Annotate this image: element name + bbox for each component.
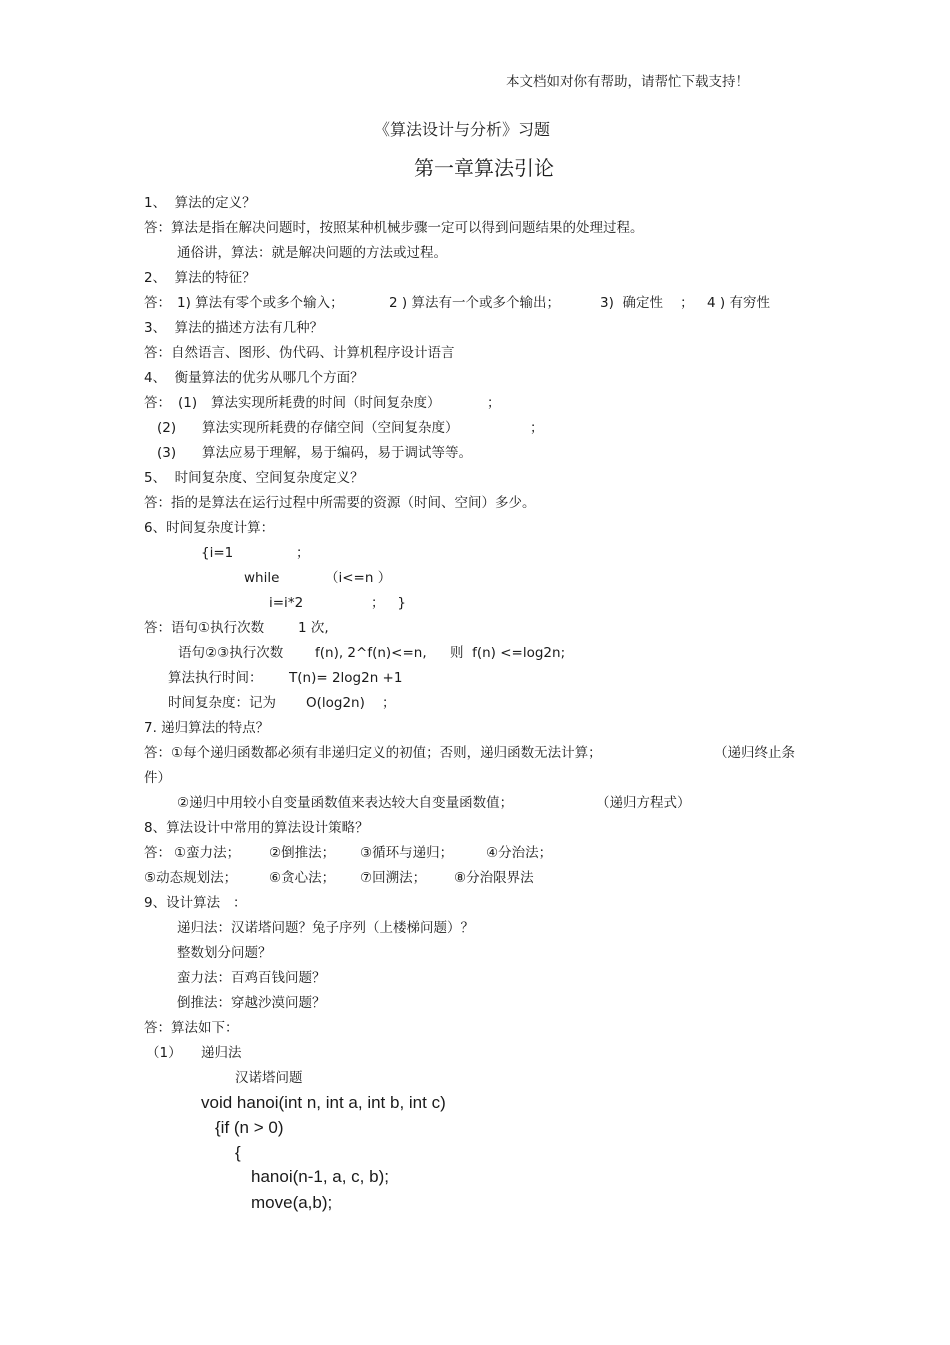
code-hanoi-3: { xyxy=(235,1143,241,1162)
feature-item: 4 ) 有穷性 xyxy=(707,295,770,311)
answer-text: 语句②③执行次数 xyxy=(178,645,284,661)
book-title: 《算法设计与分析》习题 xyxy=(374,120,551,139)
question-9: 9、设计算法 ： xyxy=(144,895,247,911)
answer-text: T(n)= 2log2n +1 xyxy=(289,670,403,686)
chapter-title: 第一章算法引论 xyxy=(414,156,554,180)
strategy-item: ⑧分治限界法 xyxy=(454,870,534,886)
answer-text: O(log2n) xyxy=(306,695,365,711)
problem-line: 整数划分问题？ xyxy=(177,945,272,961)
strategy-item: ③循环与递归； xyxy=(360,845,454,861)
code-punct: ； xyxy=(296,545,310,561)
item-punct: ； xyxy=(530,420,544,436)
item-text: 算法实现所耗费的时间（时间复杂度） xyxy=(211,395,441,411)
problem-line: 倒推法：穿越沙漠问题？ xyxy=(177,995,326,1011)
section-label: 递归法 xyxy=(201,1045,242,1061)
header-note: 本文档如对你有帮助，请帮忙下载支持！ xyxy=(506,74,749,90)
code-hanoi-1: void hanoi(int n, int a, int b, int c) xyxy=(201,1093,446,1112)
answer-9: 答：算法如下： xyxy=(144,1020,239,1036)
answer-text: f(n), 2^f(n)<=n, xyxy=(315,645,427,661)
code-text: i=i*2 xyxy=(269,595,304,611)
answer-7-wrap: 件） xyxy=(144,770,171,786)
answer-5: 答：指的是算法在运行过程中所需要的资源（时间、空间）多少。 xyxy=(144,495,536,511)
answer-1: 答：算法是指在解决问题时，按照某种机械步骤一定可以得到问题结果的处理过程。 xyxy=(144,220,644,236)
item-number: (2) xyxy=(157,420,177,436)
question-2: 2、 算法的特征？ xyxy=(144,270,256,286)
answer-text: 则 f(n) <=log2n; xyxy=(450,645,566,661)
question-3: 3、 算法的描述方法有几种？ xyxy=(144,320,324,336)
question-7: 7. 递归算法的特点？ xyxy=(144,720,270,736)
feature-item: 3) 确定性 ； xyxy=(600,295,694,311)
subsection-hanoi: 汉诺塔问题 xyxy=(235,1070,303,1086)
answer-text: （递归终止条 xyxy=(714,745,795,761)
question-8: 8、算法设计中常用的算法设计策略？ xyxy=(144,820,369,836)
strategy-item: ④分治法； xyxy=(486,845,553,861)
item-punct: ； xyxy=(487,395,501,411)
code-text: while xyxy=(244,570,280,586)
item-number: (3) xyxy=(157,445,177,461)
answer-prefix: 答： xyxy=(144,295,171,311)
question-4: 4、 衡量算法的优劣从哪几个方面？ xyxy=(144,370,364,386)
item-text: 算法实现所耗费的存储空间（空间复杂度） xyxy=(202,420,459,436)
question-5: 5、 时间复杂度、空间复杂度定义？ xyxy=(144,470,364,486)
question-6: 6、时间复杂度计算： xyxy=(144,520,275,536)
question-1: 1、 算法的定义？ xyxy=(144,195,256,211)
code-hanoi-4: hanoi(n-1, a, c, b); xyxy=(251,1167,389,1186)
strategy-item: ⑥贪心法； xyxy=(269,870,336,886)
answer-1-line-2: 通俗讲，算法：就是解决问题的方法或过程。 xyxy=(177,245,447,261)
answer-prefix: 答： xyxy=(144,395,171,411)
code-punct: ； } xyxy=(371,595,406,611)
strategy-item: ⑦回溯法； xyxy=(360,870,427,886)
strategy-item: ①蛮力法； xyxy=(174,845,241,861)
answer-text: ； xyxy=(382,695,396,711)
strategy-item: ⑤动态规划法； xyxy=(144,870,238,886)
problem-line: 蛮力法：百鸡百钱问题？ xyxy=(177,970,326,986)
code-hanoi-5: move(a,b); xyxy=(251,1193,333,1212)
answer-3: 答：自然语言、图形、伪代码、计算机程序设计语言 xyxy=(144,345,455,361)
feature-item: 1) 算法有零个或多个输入； xyxy=(177,295,344,311)
item-text: 算法应易于理解，易于编码，易于调试等等。 xyxy=(202,445,472,461)
code-text: （i<=n ） xyxy=(325,570,392,586)
strategy-item: ②倒推法； xyxy=(269,845,336,861)
code-hanoi-2: {if (n > 0) xyxy=(215,1118,284,1137)
answer-text: ②递归中用较小自变量函数值来表达较大自变量函数值； xyxy=(177,795,514,811)
answer-text: 1 次, xyxy=(298,620,329,636)
feature-item: 2 ) 算法有一个或多个输出； xyxy=(389,295,560,311)
answer-text: 算法执行时间： xyxy=(168,670,263,686)
answer-prefix: 答： xyxy=(144,845,171,861)
problem-line: 递归法：汉诺塔问题？兔子序列（上楼梯问题）？ xyxy=(177,920,474,936)
answer-text: 时间复杂度：记为 xyxy=(168,695,276,711)
answer-text: 答：①每个递归函数都必须有非递归定义的初值；否则，递归函数无法计算； xyxy=(144,745,602,761)
item-number: (1) xyxy=(178,395,198,411)
answer-text: 答：语句①执行次数 xyxy=(144,620,265,636)
answer-text: （递归方程式） xyxy=(596,795,691,811)
section-number: （1） xyxy=(146,1045,182,1061)
code-text: {i=1 xyxy=(201,545,234,561)
